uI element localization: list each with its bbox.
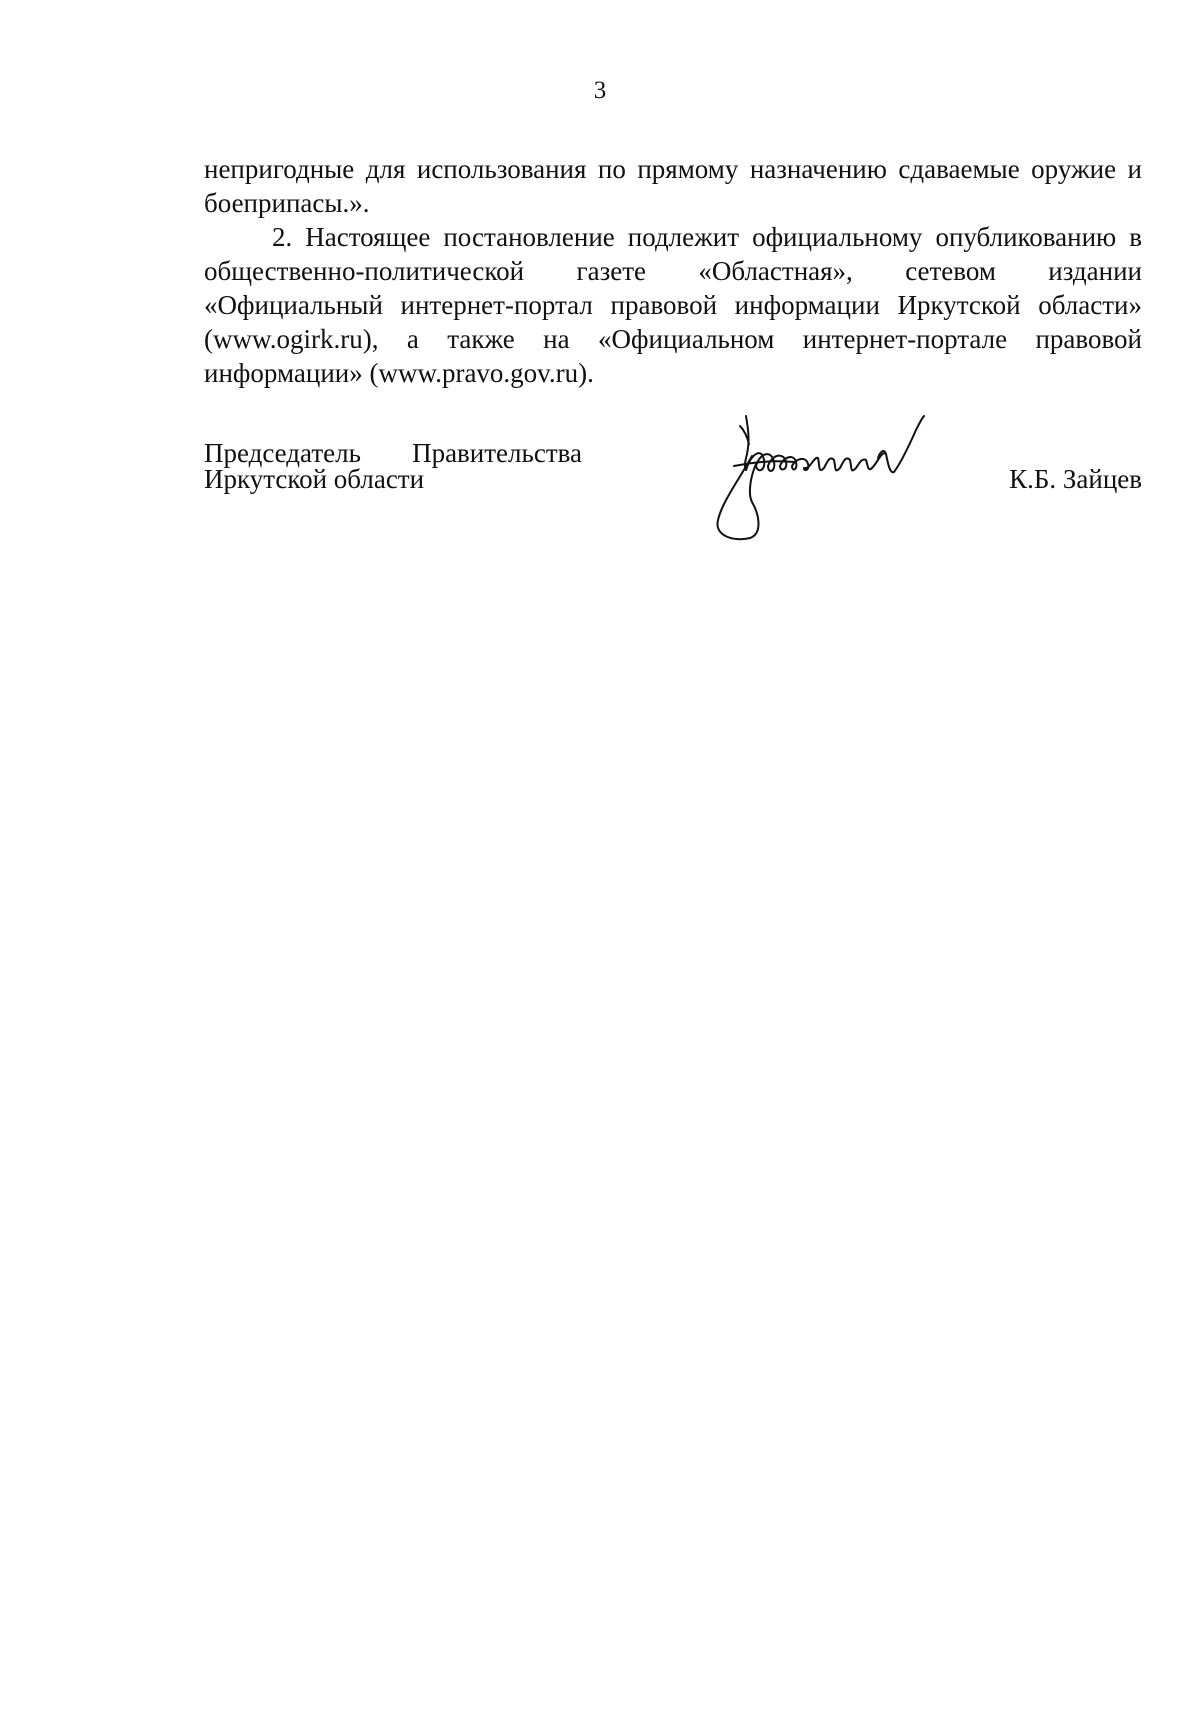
paragraph-continuation: непригодные для использования по прямому назначению сдаваемые оружие и боеприпасы.».	[204, 154, 1142, 218]
signatory-title-word-2: Правительства	[412, 438, 582, 468]
signatory-title-line-1	[204, 440, 582, 466]
signatory-name: К.Б. Зайцев	[1009, 464, 1142, 494]
page-number: 3	[593, 77, 607, 104]
signatory-title	[204, 440, 584, 492]
handwritten-signature	[700, 408, 950, 548]
document-body	[204, 152, 1142, 390]
signatory-title-line-2: Иркутской области	[204, 464, 425, 494]
paragraph-publication: 2. Настоящее постановление подлежит официальному опубликованию в общественно-политической газете «Областная», сетевом издании «Официальный интернет-портал правовой информации Иркутской области» (www.ogirk.ru), а также на «Официальном интернет-портале правовой информации» (www.pravo.gov.ru).	[204, 222, 1142, 388]
signatory-title-word-1: Председатель	[204, 438, 361, 468]
